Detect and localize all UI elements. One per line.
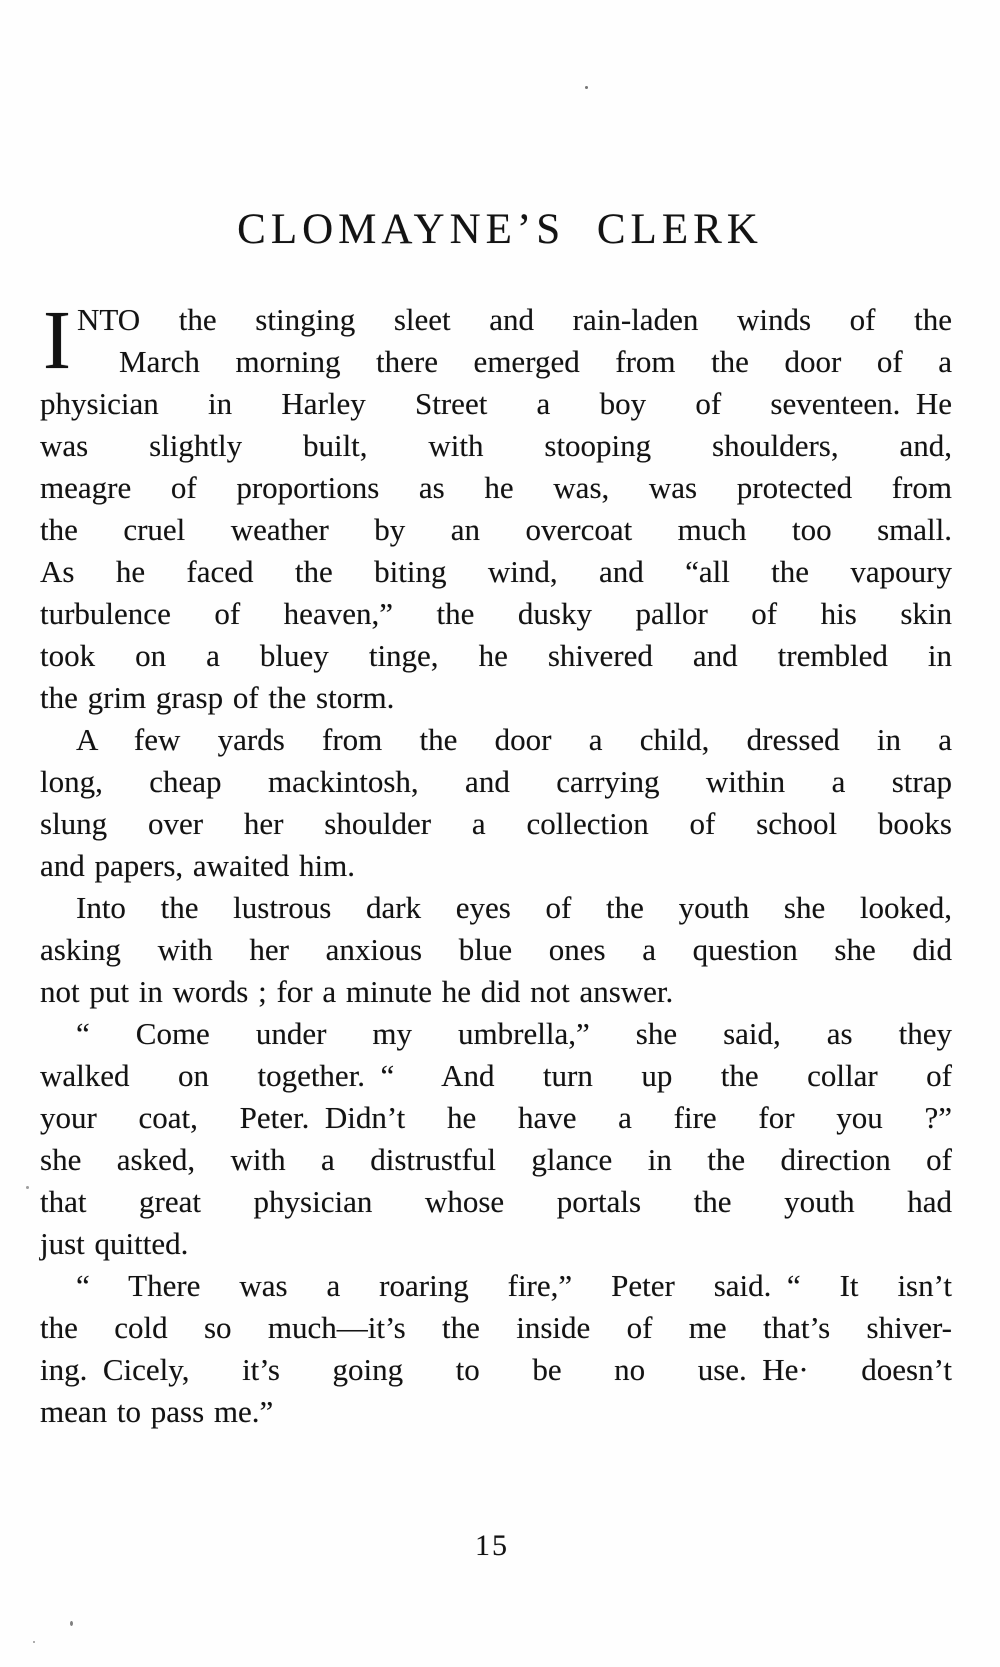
drop-cap: I <box>43 294 71 387</box>
chapter-title: CLOMAYNE’S CLERK <box>237 206 763 253</box>
text-line: walked on together. “ And turn up the collar of <box>40 1058 952 1093</box>
paragraph <box>40 1265 952 1433</box>
text-line: and papers, awaited him. <box>40 848 356 883</box>
ink-speck <box>26 1186 29 1189</box>
text-line: the grim grasp of the storm. <box>40 680 395 715</box>
text-line: mean to pass me.” <box>40 1394 274 1429</box>
text-line: the cold so much—it’s the inside of me that’s shiver- <box>40 1310 952 1345</box>
text-line: asking with her anxious blue ones a question she did <box>40 932 952 967</box>
text-line: meagre of proportions as he was, was protected from <box>40 470 952 505</box>
text-line: just quitted. <box>40 1226 189 1261</box>
paragraph <box>40 1013 952 1265</box>
text-line: not put in words ; for a minute he did not answer. <box>40 974 674 1009</box>
ink-speck <box>585 86 588 89</box>
text-line: A few yards from the door a child, dressed in a <box>76 722 952 757</box>
paragraph <box>40 719 952 887</box>
text-line: NTO the stinging sleet and rain-laden winds of the <box>77 302 952 337</box>
text-line: that great physician whose portals the youth had <box>40 1184 952 1219</box>
text-line: “ Come under my umbrella,” she said, as they <box>76 1016 952 1051</box>
text-line: As he faced the biting wind, and “all the vapoury <box>40 554 952 589</box>
ink-speck <box>33 1641 35 1643</box>
text-line: March morning there emerged from the door of a <box>119 344 952 379</box>
text-line: physician in Harley Street a boy of seventeen. He <box>40 386 952 421</box>
text-line: your coat, Peter. Didn’t he have a fire for you ?” <box>40 1100 952 1135</box>
text-line: “ There was a roaring fire,” Peter said. “ It isn’t <box>76 1268 952 1303</box>
text-line: she asked, with a distrustful glance in the direction of <box>40 1142 952 1177</box>
paragraph <box>40 294 952 719</box>
text-line: slung over her shoulder a collection of school books <box>40 806 952 841</box>
text-line: was slightly built, with stooping shoulders, and, <box>40 428 952 463</box>
text-line: long, cheap mackintosh, and carrying within a strap <box>40 764 952 799</box>
page-number: 15 <box>475 1529 509 1562</box>
ink-speck <box>70 1621 73 1626</box>
paragraph <box>40 887 952 1013</box>
text-block <box>40 294 952 1433</box>
text-line: the cruel weather by an overcoat much too small. <box>40 512 952 547</box>
text-line: ing. Cicely, it’s going to be no use. He· doesn’t <box>40 1352 952 1387</box>
text-line: Into the lustrous dark eyes of the youth she looked, <box>76 890 952 925</box>
text-line: took on a bluey tinge, he shivered and trembled in <box>40 638 952 673</box>
text-line: turbulence of heaven,” the dusky pallor of his skin <box>40 596 952 631</box>
